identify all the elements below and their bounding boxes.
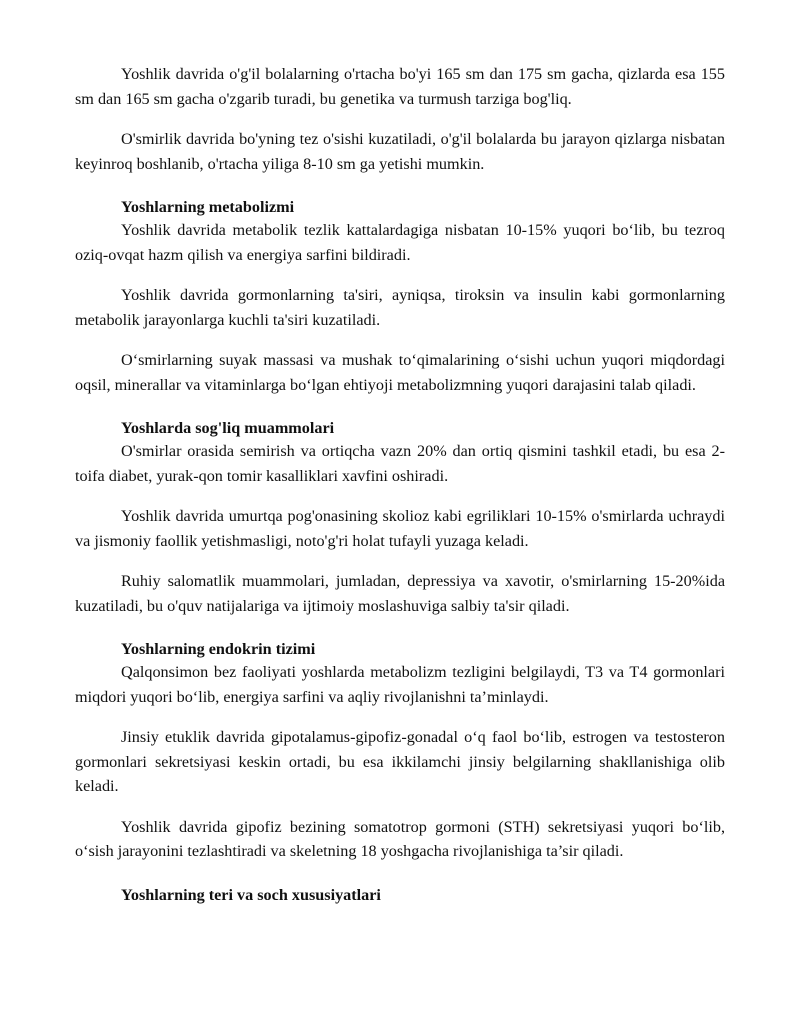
paragraph-obesity: O'smirlar orasida semirish va ortiqcha vazn 20% dan ortiq qismini tashkil etadi, bu esa 2-toifa diabet, yurak-qon tomir kasalliklari xavfini oshiradi.	[75, 442, 725, 485]
paragraph-growth-spurt: O'smirlik davrida bo'yning tez o'sishi kuzatiladi, o'g'il bolalarda bu jarayon qizlarga nisbatan keyinroq boshlanib, o'rtacha yiliga 8-10 sm ga yetishi mumkin.	[75, 130, 725, 173]
heading-endocrine-system: Yoshlarning endokrin tizimi	[121, 640, 316, 658]
paragraph-metabolic-rate: Yoshlik davrida metabolik tezlik kattalardagiga nisbatan 10-15% yuqori bo‘lib, bu tezroq oziq-ovqat hazm qilish va energiya sarfini bildiradi.	[75, 221, 725, 264]
document-page	[75, 0, 725, 906]
heading-metabolism: Yoshlarning metabolizmi	[121, 198, 295, 216]
paragraph-mental-health: Ruhiy salomatlik muammolari, jumladan, depressiya va xavotir, o'smirlarning 15-20%ida kuzatiladi, bu o'quv natijalariga va ijtimoiy moslashuviga salbiy ta'sir qiladi.	[75, 572, 725, 615]
paragraph-scoliosis: Yoshlik davrida umurtqa pog'onasining skolioz kabi egriliklari 10-15% o'smirlarda uchraydi va jismoniy faollik yetishmasligi, noto'g'ri holat tufayli yuzaga keladi.	[75, 507, 725, 550]
paragraph-growth-hormone: Yoshlik davrida gipofiz bezining somatotrop gormoni (STH) sekretsiyasi yuqori bo‘lib, o‘sish jarayonini tezlashtiradi va skeletning 18 yoshgacha rivojlanishiga ta’sir qiladi.	[75, 817, 725, 860]
paragraph-thyroid: Qalqonsimon bez faoliyati yoshlarda metabolizm tezligini belgilaydi, T3 va T4 gormonlari miqdori yuqori bo‘lib, energiya sarfini va aqliy rivojlanishni ta’minlaydi.	[75, 663, 725, 706]
paragraph-nutrient-needs: O‘smirlarning suyak massasi va mushak to‘qimalarining o‘sishi uchun yuqori miqdordagi oqsil, minerallar va vitaminlarga bo‘lgan ehtiyoji metabolizmning yuqori darajasini talab qiladi.	[75, 351, 725, 394]
heading-skin-hair: Yoshlarning teri va soch xususiyatlari	[121, 885, 381, 904]
paragraph-height-ranges: Yoshlik davrida o'g'il bolalarning o'rtacha bo'yi 165 sm dan 175 sm gacha, qizlarda esa 155 sm dan 165 sm gacha o'zgarib turadi, bu genetika va turmush tarziga bog'liq.	[75, 65, 725, 108]
paragraph-puberty-hormones: Jinsiy etuklik davrida gipotalamus-gipofiz-gonadal o‘q faol bo‘lib, estrogen va testosteron gormonlari sekretsiyasi keskin ortadi, bu esa ikkilamchi jinsiy belgilarning shakllanishiga olib keladi.	[75, 728, 725, 795]
paragraph-hormone-influence: Yoshlik davrida gormonlarning ta'siri, ayniqsa, tiroksin va insulin kabi gormonlarning metabolik jarayonlarga kuchli ta'siri kuzatiladi.	[75, 286, 725, 329]
heading-health-problems: Yoshlarda sog'liq muammolari	[121, 419, 335, 437]
